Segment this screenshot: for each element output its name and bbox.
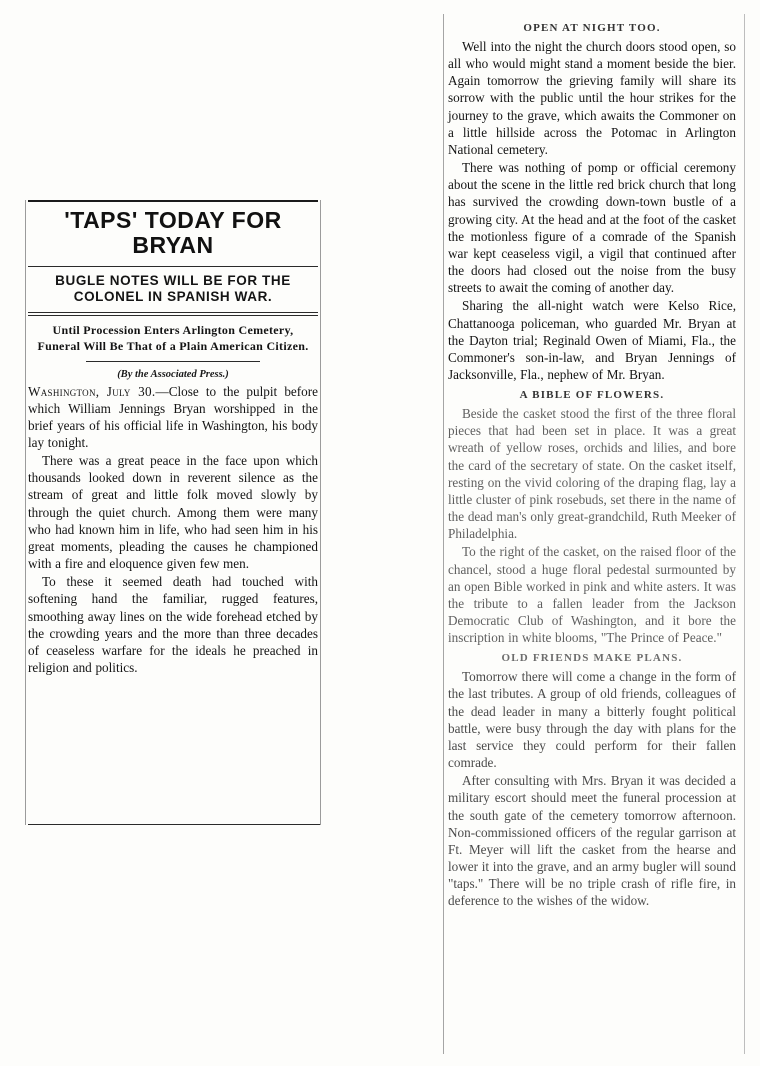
dateline: Washington, July 30. [28, 383, 156, 399]
subhead-rule [28, 312, 318, 316]
left-article-column [28, 200, 318, 677]
paragraph-lead [28, 383, 318, 452]
article-box-right-edge [320, 200, 321, 825]
article-box-bottom-rule [28, 824, 320, 825]
column-separator-right [744, 14, 745, 1054]
paragraph: Beside the casket stood the first of the three floral pieces that had been set in place. It was a great wreath of yellow roses, orchids and lilies, and bore the card of the secretary of state. On the casket itself, resting on the vivid coloring of the draping flag, lay a little cluster of pink rosebuds, set there in the name of the dead man's only great-grandchild, Ruth Meeker of Philadelphia. [448, 406, 736, 542]
right-body-section-3 [448, 668, 736, 909]
paragraph: Tomorrow there will come a change in the form of the last tributes. A group of old friends, colleagues of the dead leader in many a bitterly fought political battle, were busy through the day with plans for the last service they could perform for their fallen comrade. [448, 669, 736, 771]
paragraph: After consulting with Mrs. Bryan it was decided a military escort should meet the funeral procession at the south gate of the cemetery tomorrow afternoon. Non-commissioned officers of the regular garrison at Ft. Meyer will lift the casket from the hearse and lower it into the grave, and an army bugler will sound "taps." There will be no triple crash of rifle fire, in deference to the wishes of the widow. [448, 773, 736, 909]
headline-subhead-secondary: Until Procession Enters Arlington Cemetery, Funeral Will Be That of a Plain American Citizen. [37, 323, 309, 353]
paragraph: Sharing the all-night watch were Kelso Rice, Chattanooga policeman, who guarded Mr. Bryan at the Dayton trial; Reginald Owen of Miami, Fla., the Commoner's son-in-law, and Bryan Jennings of Jacksonville, Fla., nephew of Mr. Bryan. [448, 298, 736, 382]
section-heading-open-at-night: OPEN AT NIGHT TOO. [523, 22, 661, 34]
column-separator-center [443, 14, 444, 1054]
headline-bottom-rule [28, 266, 318, 267]
headline-top-rule [28, 200, 318, 202]
headline-subhead: BUGLE NOTES WILL BE FOR THE COLONEL IN SPANISH WAR. [55, 272, 291, 305]
paragraph-text: —Close to the pulpit before which William Jennings Bryan worshipped in the brief years of his official life in Washington, his body lay tonight. [28, 383, 318, 450]
paragraph: There was a great peace in the face upon which thousands looked down in reverent silence as the stream of great and little folk moved slowly by through the quiet church. Among them were many who had known him in life, who had seen him in his great moments, pleading the causes he championed with a fire and eloquence given few men. [28, 453, 318, 572]
right-body-section-1 [448, 38, 736, 383]
right-body-section-2 [448, 405, 736, 646]
left-body-text [28, 383, 318, 677]
page-headline: 'TAPS' TODAY FOR BRYAN [64, 207, 282, 259]
paragraph: There was nothing of pomp or official ceremony about the scene in the little red brick church that long has survived the crowding down-town bustle of a growing city. At the head and at the foot of the casket the motionless figure of a comrade of the Spanish war kept ceaseless vigil, a vigil that continued after the doors had closed out the noise from the busy streets to await the coming of another day. [448, 160, 736, 296]
article-box-left-edge [25, 200, 26, 825]
wire-credit: (By the Associated Press.) [117, 368, 229, 380]
credit-rule [86, 361, 260, 362]
paragraph: To these it seemed death had touched with softening hand the familiar, rugged features, smoothing away lines on the wide forehead etched by the crowding years and the more than three decades of ceaseless warfare for the ideals he preached in religion and politics. [28, 574, 318, 676]
right-article-column [448, 16, 736, 911]
section-heading-old-friends-make-plans: OLD FRIENDS MAKE PLANS. [501, 652, 683, 665]
paragraph: Well into the night the church doors stood open, so all who would might stand a moment beside the bier. Again tomorrow the grieving family will share its sorrow with the public until the hour strikes for the journey to the grave, which awaits the Commoner on a little hillside across the Potomac in Arlington National cemetery. [448, 39, 736, 157]
paragraph: To the right of the casket, on the raised floor of the chancel, stood a huge floral pedestal surmounted by an open Bible worked in pink and white asters. It was the tribute to a fallen leader from the Jackson Democratic Club of Washington, and it bore the inscription in white blooms, "The Prince of Peace." [448, 544, 736, 646]
section-heading-bible-of-flowers: A BIBLE OF FLOWERS. [519, 389, 665, 402]
